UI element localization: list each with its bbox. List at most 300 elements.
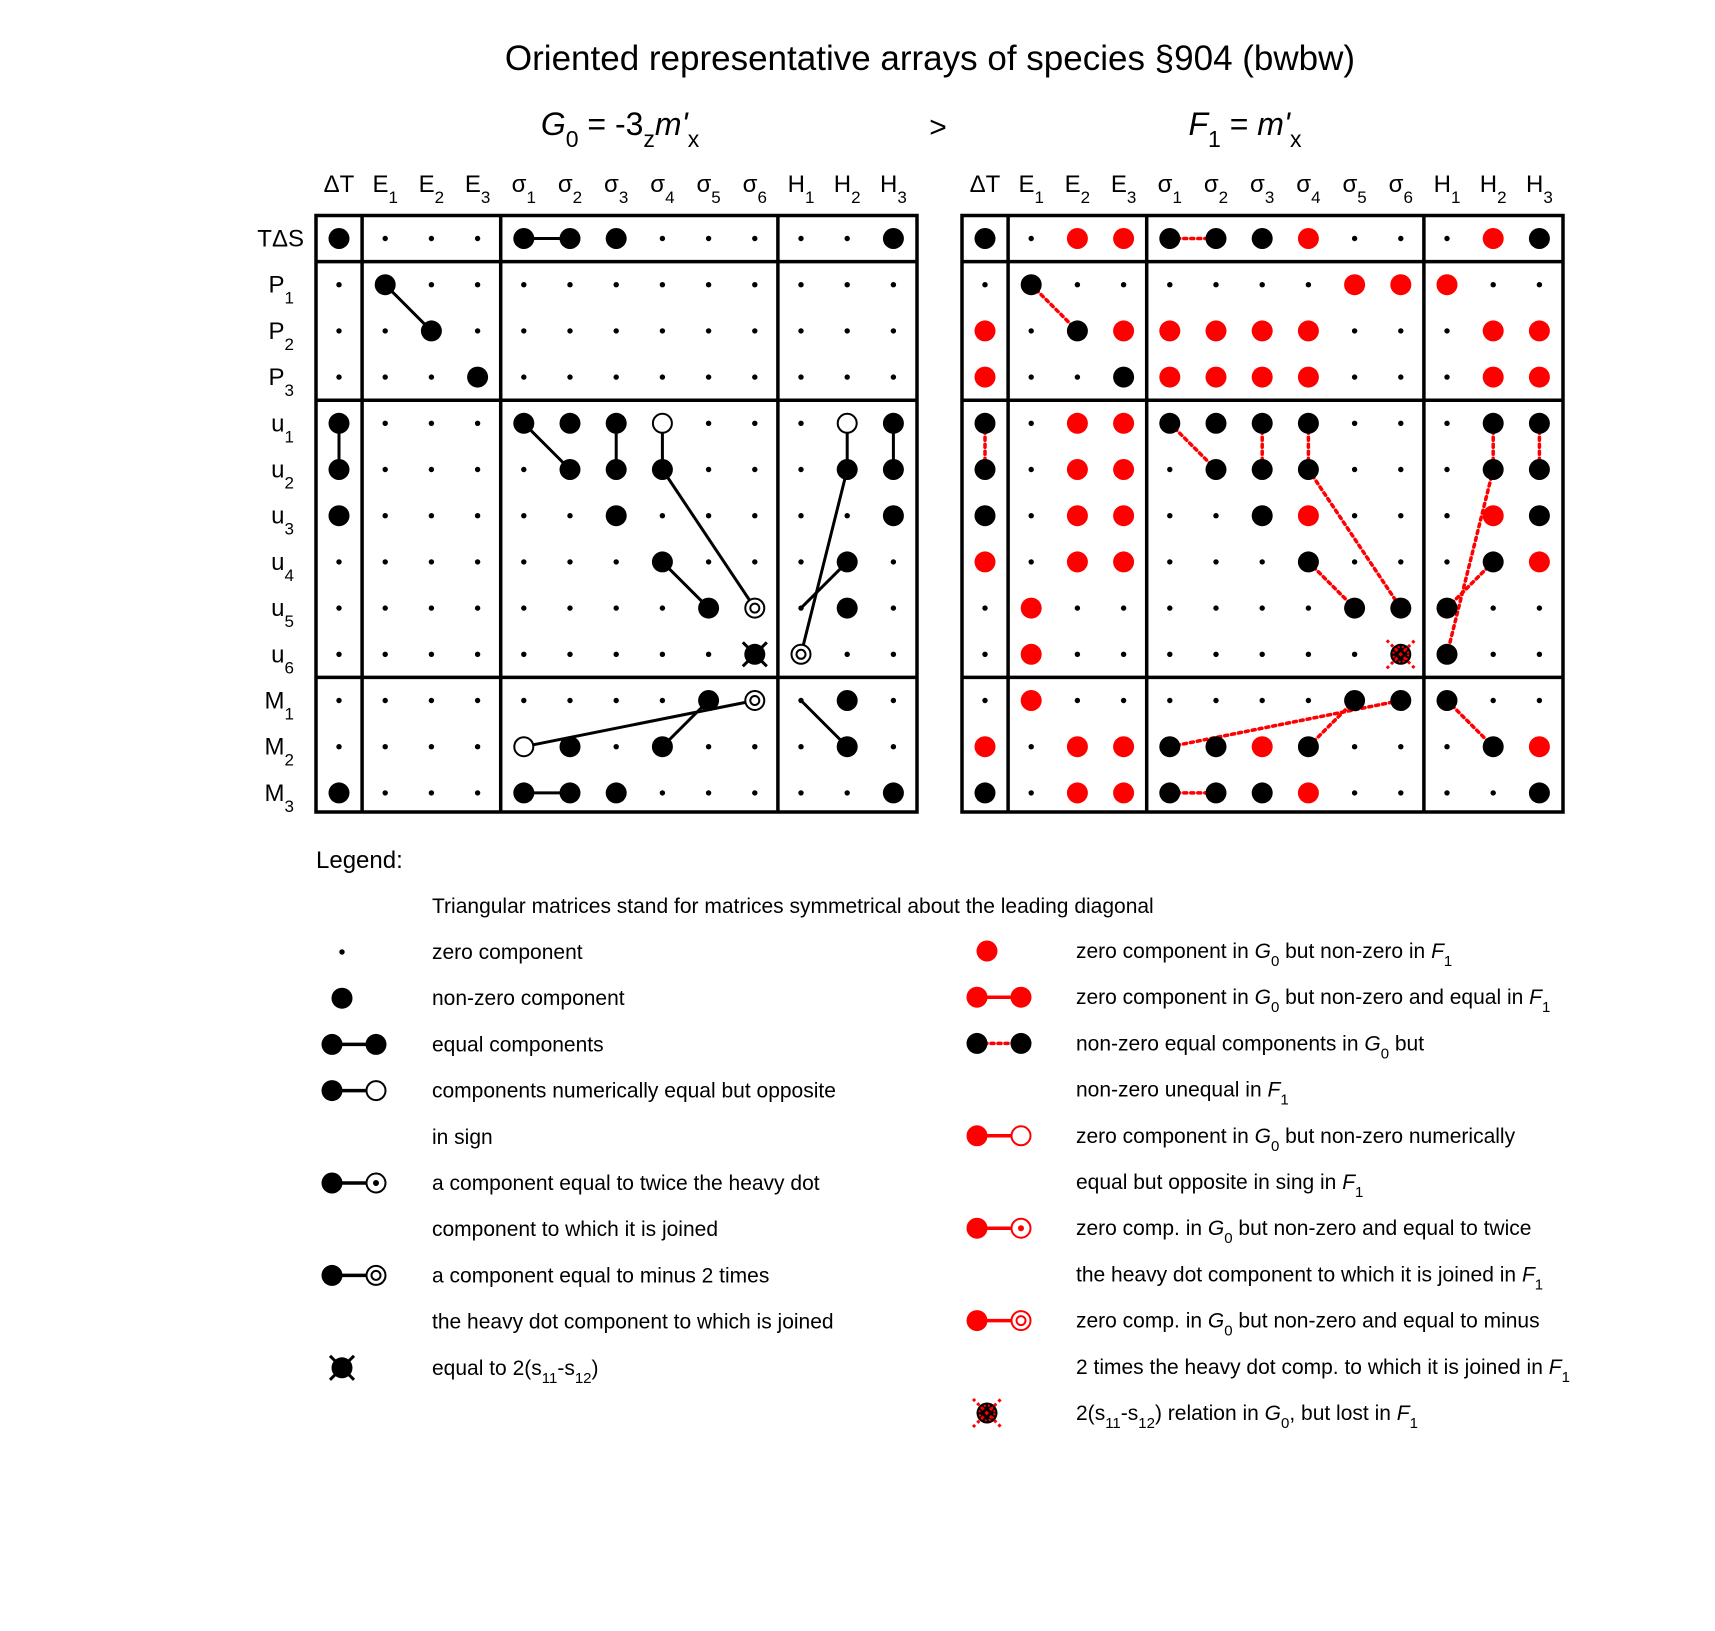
zero-component <box>1537 652 1542 657</box>
opposite-sign-component <box>838 414 857 433</box>
comparison-symbol: > <box>929 111 947 144</box>
zero-component <box>660 282 665 287</box>
zero-component <box>1352 513 1357 518</box>
zero-component <box>1213 605 1218 610</box>
zero-component <box>1444 790 1449 795</box>
nonzero-component <box>1252 459 1273 480</box>
zero-component <box>1352 328 1357 333</box>
zero-component <box>614 374 619 379</box>
zero-component <box>429 698 434 703</box>
zero-component <box>982 652 987 657</box>
legend-text: 2 times the heavy dot comp. to which it is joined in $F_1$ <box>1076 1355 1570 1386</box>
zero-component <box>429 513 434 518</box>
new-nonzero-component <box>1483 367 1504 388</box>
zero-component <box>1491 790 1496 795</box>
column-label: $H_2$ <box>833 171 861 207</box>
column-label: $H_3$ <box>879 171 907 207</box>
nonzero-component <box>1159 228 1180 249</box>
nonzero-component <box>1252 505 1273 526</box>
nonzero-component <box>837 736 858 757</box>
zero-component <box>1352 652 1357 657</box>
legend-item-cross <box>330 1356 599 1387</box>
zero-component <box>521 282 526 287</box>
zero-component <box>706 652 711 657</box>
new-nonzero-component <box>1252 367 1273 388</box>
lost-relation-component <box>1387 640 1415 668</box>
zero-component <box>1398 467 1403 472</box>
matrix-G0 <box>257 106 917 816</box>
legend-text: equal to $2(s_{11}-s_{12})$ <box>432 1356 599 1387</box>
legend-text: a component equal to minus 2 times <box>432 1264 770 1288</box>
legend-item-red-opposite <box>967 1125 1516 1201</box>
zero-component <box>798 421 803 426</box>
column-label: $E_2$ <box>1064 171 1091 207</box>
zero-component <box>475 605 480 610</box>
nonzero-component <box>698 690 719 711</box>
new-nonzero-component <box>1067 551 1088 572</box>
column-label: $H_1$ <box>787 171 815 207</box>
zero-component <box>1075 282 1080 287</box>
zero-component <box>475 652 480 657</box>
zero-component <box>891 559 896 564</box>
zero-component <box>614 652 619 657</box>
legend-text: components numerically equal but opposite <box>432 1079 836 1103</box>
zero-component <box>1029 421 1034 426</box>
new-nonzero-component <box>1529 320 1550 341</box>
column-label: $E_2$ <box>418 171 445 207</box>
legend-text: non-zero unequal in $F_1$ <box>1076 1078 1289 1109</box>
zero-component <box>1075 698 1080 703</box>
zero-component <box>1444 744 1449 749</box>
zero-component <box>891 652 896 657</box>
zero-component <box>1352 374 1357 379</box>
new-nonzero-component <box>1206 367 1227 388</box>
zero-component <box>1306 652 1311 657</box>
minus-two-times-component <box>792 645 811 664</box>
zero-component <box>383 236 388 241</box>
zero-component <box>614 698 619 703</box>
nonzero-component <box>837 551 858 572</box>
nonzero-component <box>1206 413 1227 434</box>
zero-component <box>383 652 388 657</box>
nonzero-component <box>1298 413 1319 434</box>
zero-component <box>1029 236 1034 241</box>
zero-component <box>567 282 572 287</box>
new-nonzero-component <box>1529 551 1550 572</box>
nonzero-component <box>1206 736 1227 757</box>
nonzero-component <box>1298 551 1319 572</box>
zero-component <box>336 328 341 333</box>
zero-component <box>1213 652 1218 657</box>
legend-text: equal but opposite in sing in $F_1$ <box>1076 1171 1364 1201</box>
zero-component <box>475 559 480 564</box>
nonzero-component <box>883 413 904 434</box>
nonzero-component <box>975 228 996 249</box>
nonzero-component <box>1067 320 1088 341</box>
column-label: $\sigma_6$ <box>1388 171 1413 207</box>
new-nonzero-component <box>1252 320 1273 341</box>
legend-item-red-minus2 <box>967 1310 1570 1386</box>
nonzero-component <box>975 459 996 480</box>
new-nonzero-component <box>1390 274 1411 295</box>
two-s11-minus-s12-component <box>743 642 767 666</box>
zero-component <box>429 467 434 472</box>
zero-component <box>752 236 757 241</box>
zero-component <box>336 282 341 287</box>
zero-component <box>660 698 665 703</box>
opposite-sign-component <box>653 414 672 433</box>
zero-component <box>660 374 665 379</box>
zero-component <box>429 282 434 287</box>
matrices <box>257 106 1563 816</box>
zero-component <box>845 374 850 379</box>
zero-component <box>1491 282 1496 287</box>
opposite-sign-component <box>514 737 533 756</box>
nonzero-component <box>1159 736 1180 757</box>
zero-component <box>660 652 665 657</box>
zero-component <box>1398 374 1403 379</box>
new-nonzero-component <box>1298 782 1319 803</box>
nonzero-component <box>883 228 904 249</box>
nonzero-component <box>329 505 350 526</box>
nonzero-component <box>513 782 534 803</box>
row-label: $M_1$ <box>264 687 294 724</box>
zero-component <box>567 605 572 610</box>
new-nonzero-component <box>1483 228 1504 249</box>
legend-text: the heavy dot component to which it is joined in $F_1$ <box>1076 1263 1544 1294</box>
legend-title: Legend: <box>316 847 403 874</box>
nonzero-component <box>1113 367 1134 388</box>
zero-component <box>1306 698 1311 703</box>
column-label: $H_3$ <box>1525 171 1553 207</box>
zero-component <box>567 652 572 657</box>
row-label: TΔS <box>257 225 304 253</box>
zero-component <box>383 559 388 564</box>
zero-component <box>1444 559 1449 564</box>
nonzero-component <box>375 274 396 295</box>
column-label: $E_1$ <box>1018 171 1044 207</box>
zero-component <box>475 744 480 749</box>
zero-component <box>752 421 757 426</box>
zero-component <box>383 374 388 379</box>
legend-text: $2(s_{11}-s_{12})$ relation in $G_0$, but lost in $F_1$ <box>1076 1402 1418 1432</box>
new-nonzero-component <box>1113 736 1134 757</box>
zero-component <box>1352 421 1357 426</box>
zero-component <box>336 559 341 564</box>
zero-component <box>567 513 572 518</box>
zero-component <box>1398 328 1403 333</box>
zero-component <box>1167 605 1172 610</box>
zero-component <box>891 374 896 379</box>
new-nonzero-component <box>1067 228 1088 249</box>
zero-component <box>475 421 480 426</box>
zero-component <box>475 698 480 703</box>
zero-component <box>798 559 803 564</box>
zero-component <box>1167 698 1172 703</box>
nonzero-component <box>606 459 627 480</box>
zero-component <box>336 374 341 379</box>
nonzero-component <box>1159 782 1180 803</box>
legend-item-equal <box>322 1033 604 1056</box>
legend-text: zero component in $G_0$ but non-zero in $F_1$ <box>1076 940 1453 970</box>
lost-equality-link <box>1170 701 1401 747</box>
zero-component <box>706 790 711 795</box>
zero-component <box>1121 605 1126 610</box>
nonzero-component <box>1298 736 1319 757</box>
zero-component <box>475 513 480 518</box>
zero-component <box>1398 744 1403 749</box>
new-nonzero-component <box>1067 505 1088 526</box>
zero-component <box>752 467 757 472</box>
zero-component <box>1167 282 1172 287</box>
zero-component <box>1537 698 1542 703</box>
zero-component <box>798 744 803 749</box>
zero-component <box>706 513 711 518</box>
zero-component <box>1075 652 1080 657</box>
nonzero-component <box>975 413 996 434</box>
nonzero-component <box>837 598 858 619</box>
zero-component <box>798 513 803 518</box>
nonzero-component <box>652 736 673 757</box>
row-label: $P_1$ <box>268 271 294 308</box>
nonzero-component <box>1206 782 1227 803</box>
equality-link <box>662 470 754 609</box>
column-label: $\sigma_2$ <box>557 171 583 207</box>
zero-component <box>1260 282 1265 287</box>
zero-component <box>614 328 619 333</box>
zero-component <box>429 605 434 610</box>
column-label: $\sigma_5$ <box>1342 171 1367 207</box>
zero-component <box>1167 513 1172 518</box>
column-label: $H_2$ <box>1479 171 1507 207</box>
zero-component <box>706 559 711 564</box>
nonzero-component <box>883 505 904 526</box>
lost-equality-link <box>1308 470 1400 609</box>
zero-component <box>1213 282 1218 287</box>
zero-component <box>1029 513 1034 518</box>
zero-component <box>1260 698 1265 703</box>
zero-component <box>1121 652 1126 657</box>
new-nonzero-component <box>975 736 996 757</box>
zero-component <box>891 328 896 333</box>
nonzero-component <box>1483 551 1504 572</box>
zero-component <box>475 282 480 287</box>
new-nonzero-component <box>975 367 996 388</box>
column-label: $E_1$ <box>372 171 398 207</box>
column-label: $\sigma_3$ <box>604 171 629 207</box>
zero-component <box>660 605 665 610</box>
zero-component <box>1444 467 1449 472</box>
zero-component <box>845 513 850 518</box>
zero-component <box>982 605 987 610</box>
nonzero-component <box>329 413 350 434</box>
new-nonzero-component <box>1113 551 1134 572</box>
nonzero-component <box>560 413 581 434</box>
zero-component <box>567 698 572 703</box>
legend-note: Triangular matrices stand for matrices symmetrical about the leading diagonal <box>432 895 1154 918</box>
zero-component <box>798 605 803 610</box>
zero-component <box>752 513 757 518</box>
nonzero-component <box>1529 459 1550 480</box>
zero-component <box>1260 652 1265 657</box>
nonzero-component <box>606 505 627 526</box>
legend-item-red-twice <box>967 1217 1544 1293</box>
legend-item-dotted-equal <box>967 1032 1425 1108</box>
nonzero-component <box>560 459 581 480</box>
column-label: $\sigma_1$ <box>511 171 536 207</box>
nonzero-component <box>883 782 904 803</box>
zero-component <box>845 790 850 795</box>
zero-component <box>1167 559 1172 564</box>
zero-component <box>1306 605 1311 610</box>
nonzero-component <box>883 459 904 480</box>
nonzero-component <box>1529 782 1550 803</box>
new-nonzero-component <box>1483 320 1504 341</box>
zero-component <box>521 698 526 703</box>
matrix-F1 <box>962 106 1563 812</box>
new-nonzero-component <box>1159 320 1180 341</box>
nonzero-component <box>1344 690 1365 711</box>
nonzero-component <box>513 228 534 249</box>
new-nonzero-component <box>1067 736 1088 757</box>
nonzero-component <box>606 782 627 803</box>
nonzero-component <box>1483 413 1504 434</box>
column-label: $\sigma_6$ <box>742 171 767 207</box>
zero-component <box>798 698 803 703</box>
new-nonzero-component <box>975 551 996 572</box>
zero-component <box>1444 513 1449 518</box>
legend-item-minus2 <box>322 1264 834 1333</box>
zero-component <box>752 744 757 749</box>
zero-component <box>845 652 850 657</box>
nonzero-component <box>698 598 719 619</box>
new-nonzero-component <box>1021 690 1042 711</box>
zero-component <box>1537 605 1542 610</box>
zero-component <box>891 282 896 287</box>
new-nonzero-component <box>1529 367 1550 388</box>
zero-component <box>1306 282 1311 287</box>
nonzero-component <box>1206 459 1227 480</box>
zero-component <box>1537 282 1542 287</box>
nonzero-component <box>329 782 350 803</box>
new-nonzero-component <box>1067 782 1088 803</box>
zero-component <box>845 236 850 241</box>
nonzero-component <box>560 736 581 757</box>
nonzero-component <box>329 228 350 249</box>
nonzero-component <box>1529 228 1550 249</box>
zero-component <box>1167 652 1172 657</box>
zero-component <box>752 282 757 287</box>
zero-component <box>706 467 711 472</box>
nonzero-component <box>1390 690 1411 711</box>
zero-component <box>798 374 803 379</box>
legend-text: zero component <box>432 941 583 964</box>
zero-component <box>1352 790 1357 795</box>
zero-component <box>1260 605 1265 610</box>
zero-component <box>1398 421 1403 426</box>
column-label: $\sigma_5$ <box>696 171 721 207</box>
nonzero-component <box>1159 413 1180 434</box>
zero-component <box>383 744 388 749</box>
new-nonzero-component <box>1529 736 1550 757</box>
nonzero-component <box>513 413 534 434</box>
column-label: $E_3$ <box>464 171 491 207</box>
legend-text: equal components <box>432 1033 604 1057</box>
minus-two-times-component <box>745 691 764 710</box>
zero-component <box>429 744 434 749</box>
zero-component <box>1352 467 1357 472</box>
zero-component <box>429 652 434 657</box>
zero-component <box>475 467 480 472</box>
row-label: $P_3$ <box>268 364 294 401</box>
zero-component <box>706 236 711 241</box>
zero-component <box>1352 559 1357 564</box>
nonzero-component <box>1021 274 1042 295</box>
zero-component <box>1491 698 1496 703</box>
zero-component <box>1029 374 1034 379</box>
zero-component <box>521 374 526 379</box>
nonzero-component <box>975 505 996 526</box>
zero-component <box>567 559 572 564</box>
nonzero-component <box>837 690 858 711</box>
nonzero-component <box>606 228 627 249</box>
legend-text: non-zero component <box>432 987 625 1011</box>
zero-component <box>752 790 757 795</box>
matrix-heading: $F_1 = m'_x$ <box>1188 106 1302 152</box>
zero-component <box>1213 559 1218 564</box>
zero-component <box>567 328 572 333</box>
zero-component <box>383 698 388 703</box>
new-nonzero-component <box>1298 320 1319 341</box>
zero-component <box>891 698 896 703</box>
zero-component <box>660 236 665 241</box>
new-nonzero-component <box>1113 782 1134 803</box>
nonzero-component <box>1437 598 1458 619</box>
new-nonzero-component <box>1298 228 1319 249</box>
zero-component <box>891 744 896 749</box>
equality-link <box>524 701 755 747</box>
nonzero-component <box>1252 782 1273 803</box>
legend-text: in sign <box>432 1125 493 1149</box>
zero-component <box>614 605 619 610</box>
zero-component <box>891 605 896 610</box>
new-nonzero-component <box>1344 274 1365 295</box>
row-label: $u_2$ <box>271 456 294 493</box>
new-nonzero-component <box>975 320 996 341</box>
row-label: $u_4$ <box>271 548 294 585</box>
column-label: $\sigma_1$ <box>1157 171 1182 207</box>
zero-component <box>475 790 480 795</box>
new-nonzero-component <box>1067 459 1088 480</box>
zero-component <box>475 328 480 333</box>
nonzero-component <box>1252 228 1273 249</box>
zero-component <box>752 374 757 379</box>
zero-component <box>660 328 665 333</box>
nonzero-component <box>1437 644 1458 665</box>
nonzero-component <box>837 459 858 480</box>
zero-component <box>429 559 434 564</box>
new-nonzero-component <box>1113 320 1134 341</box>
new-nonzero-component <box>1021 644 1042 665</box>
legend-item-twice <box>322 1172 820 1241</box>
zero-component <box>1029 744 1034 749</box>
zero-component <box>383 605 388 610</box>
figure-title: Oriented representative arrays of species §904 (bwbw) <box>504 39 1356 78</box>
zero-component <box>1444 421 1449 426</box>
minus-two-times-component <box>745 599 764 618</box>
zero-component <box>798 282 803 287</box>
zero-component <box>336 698 341 703</box>
